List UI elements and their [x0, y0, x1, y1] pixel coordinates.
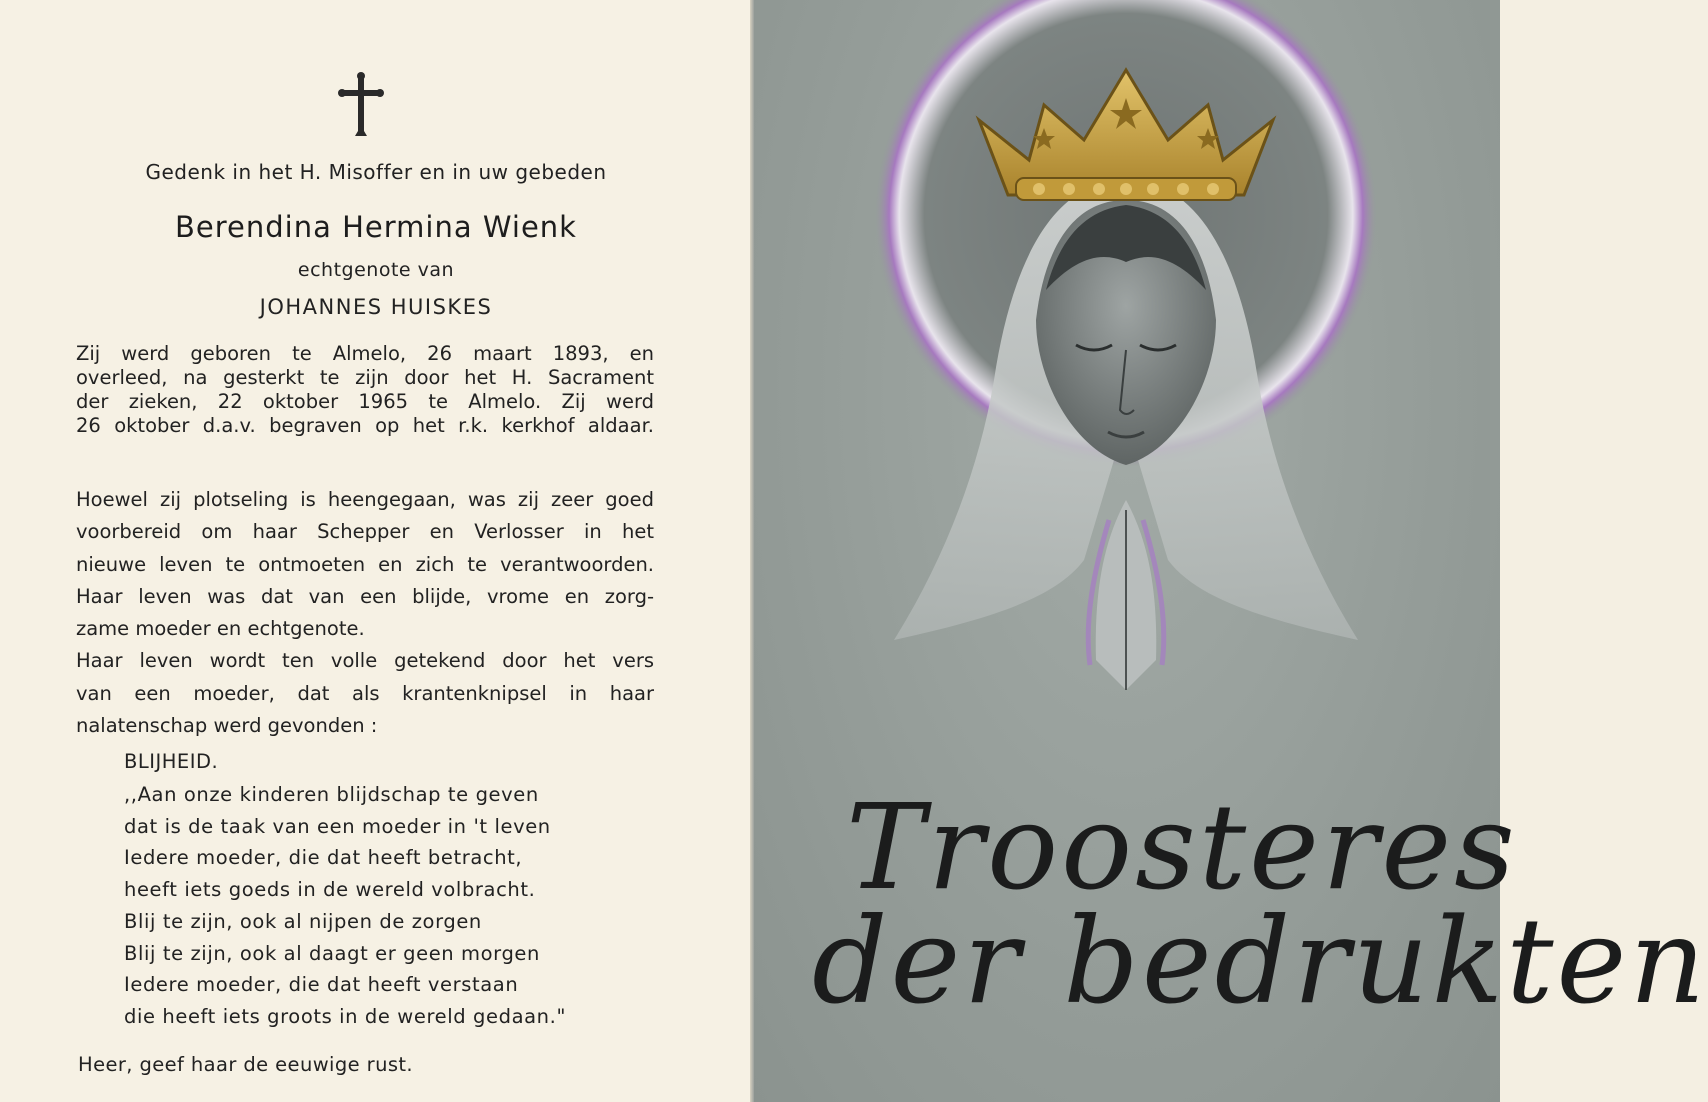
relation-label: echtgenote van	[297, 259, 455, 281]
poem-line: heeft iets goeds in de wereld volbracht.	[124, 878, 536, 902]
husband-name: JOHANNES HUISKES	[259, 295, 493, 319]
poem-line: die heeft iets groots in de wereld gedaan."	[124, 1004, 567, 1028]
poem-line: dat is de taak van een moeder in 't leven	[124, 814, 551, 838]
madonna-illustration	[754, 0, 1500, 760]
story-line: zame moeder en echtgenote.	[76, 617, 365, 641]
biography-line: der zieken, 22 oktober 1965 te Almelo. Zij werd	[76, 390, 654, 413]
poem	[124, 779, 566, 1033]
biography-line: Zij werd geboren te Almelo, 26 maart 1893, en	[76, 342, 654, 365]
poem-line: Iedere moeder, die dat heeft betracht,	[124, 846, 523, 870]
remembrance-header: Gedenk in het H. Misoffer en in uw gebeden	[145, 160, 607, 184]
cover-title-line-2: der bedrukten	[812, 892, 1708, 1030]
biography-paragraph	[76, 342, 654, 438]
biography-line: 26 oktober d.a.v. begraven op het r.k. kerkhof aldaar.	[76, 414, 654, 437]
story-line: voorbereid om haar Schepper en Verlosser in het	[76, 520, 654, 544]
cross-icon	[338, 72, 384, 138]
story-line: Haar leven was dat van een blijde, vrome en zorg-	[76, 584, 654, 608]
story-paragraph	[76, 484, 654, 742]
memorial-text-page	[0, 0, 752, 1102]
cover-title-line-1: Troosteres	[846, 778, 1518, 916]
poem-line: ,,Aan onze kinderen blijdschap te geven	[124, 783, 539, 806]
poem-line: Iedere moeder, die dat heeft verstaan	[124, 973, 519, 997]
story-line: nalatenschap werd gevonden :	[76, 714, 378, 738]
story-line: nieuwe leven te ontmoeten en zich te verantwoorden.	[76, 552, 654, 576]
story-line: Hoewel zij plotseling is heengegaan, was zij zeer goed	[76, 488, 654, 511]
biography-line: overleed, na gesterkt te zijn door het H. Sacrament	[76, 366, 654, 389]
story-line: Haar leven wordt ten volle getekend door het vers	[76, 649, 654, 673]
cover-page	[754, 0, 1708, 1102]
story-line: van een moeder, dat als krantenknipsel in haar	[76, 681, 654, 705]
poem-line: Blij te zijn, ook al nijpen de zorgen	[124, 909, 482, 933]
closing-prayer: Heer, geef haar de eeuwige rust.	[78, 1053, 414, 1076]
deceased-name: Berendina Hermina Wienk	[175, 210, 577, 244]
poem-title: BLIJHEID.	[124, 750, 219, 773]
poem-line: Blij te zijn, ook al daagt er geen morgen	[124, 941, 540, 965]
